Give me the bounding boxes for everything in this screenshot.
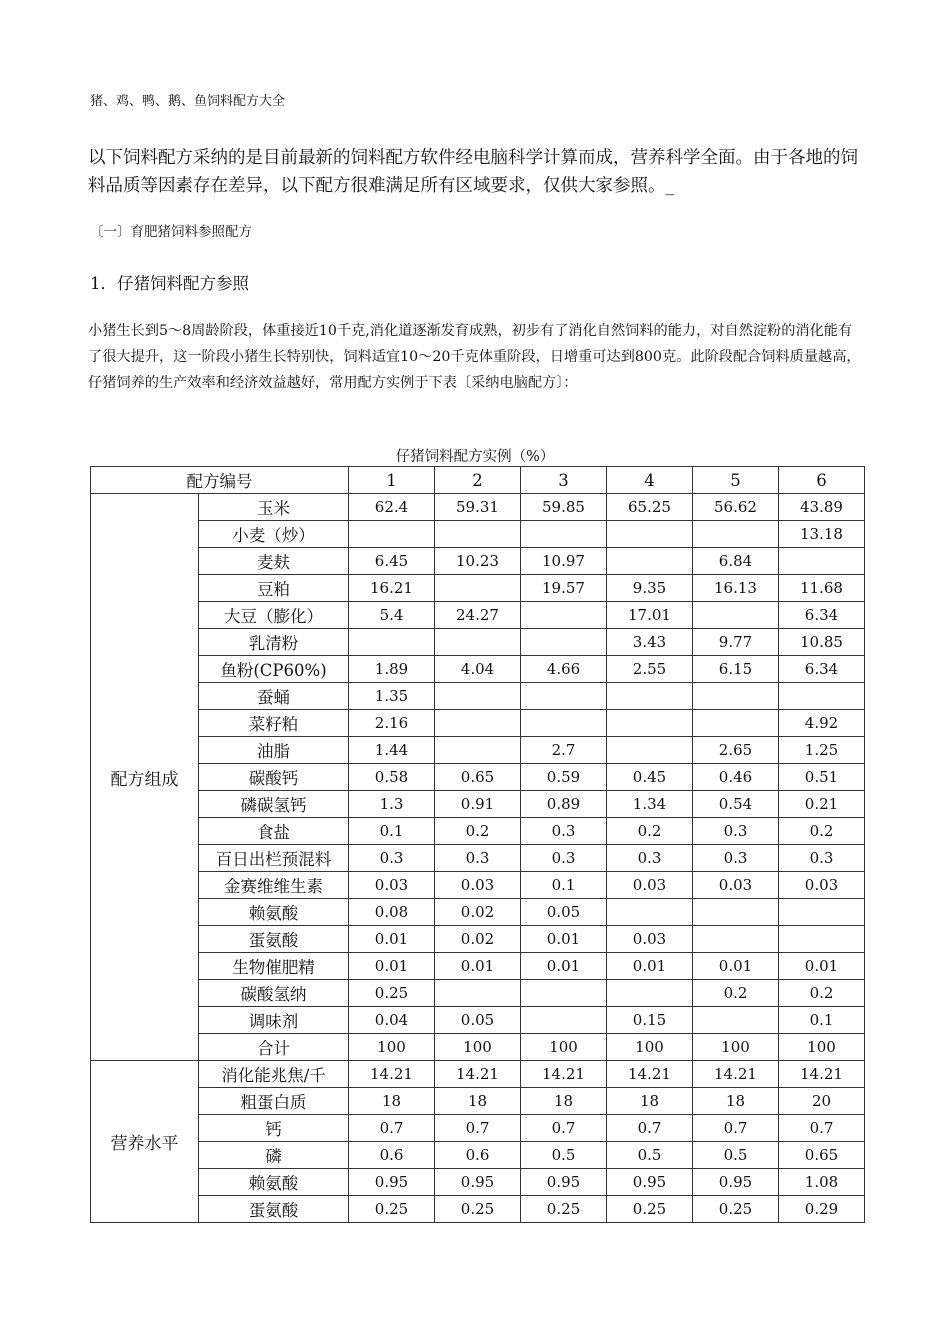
value-cell: 13.18	[779, 521, 865, 548]
value-cell: 16.21	[349, 575, 435, 602]
value-cell	[435, 575, 521, 602]
value-cell: 16.13	[693, 575, 779, 602]
value-cell: 56.62	[693, 494, 779, 521]
value-cell: 6.34	[779, 602, 865, 629]
value-cell: 1.3	[349, 791, 435, 818]
ingredient-name: 生物催肥精	[199, 953, 349, 980]
table-row	[91, 521, 865, 548]
value-cell: 14.21	[693, 1061, 779, 1088]
value-cell: 0.1	[521, 872, 607, 899]
value-cell: 0.3	[435, 845, 521, 872]
table-row	[91, 1142, 865, 1169]
value-cell: 24.27	[435, 602, 521, 629]
table-row	[91, 926, 865, 953]
section-heading: 〔一〕育肥猪饲料参照配方	[90, 224, 252, 240]
value-cell: 1.35	[349, 683, 435, 710]
ingredient-name: 钙	[199, 1115, 349, 1142]
column-number: 3	[521, 467, 607, 494]
value-cell	[521, 710, 607, 737]
value-cell	[607, 980, 693, 1007]
value-cell: 2.55	[607, 656, 693, 683]
ingredient-name: 玉米	[199, 494, 349, 521]
column-number: 6	[779, 467, 865, 494]
value-cell: 0.6	[349, 1142, 435, 1169]
table-row	[91, 764, 865, 791]
table-row	[91, 1196, 865, 1223]
value-cell: 0.02	[435, 926, 521, 953]
value-cell: 20	[779, 1088, 865, 1115]
ingredient-name: 合计	[199, 1034, 349, 1061]
value-cell: 0.95	[693, 1169, 779, 1196]
value-cell: 0.2	[693, 980, 779, 1007]
value-cell: 9.77	[693, 629, 779, 656]
value-cell: 100	[779, 1034, 865, 1061]
value-cell	[607, 737, 693, 764]
value-cell: 19.57	[521, 575, 607, 602]
value-cell: 18	[435, 1088, 521, 1115]
value-cell: 0.03	[349, 872, 435, 899]
value-cell	[607, 899, 693, 926]
ingredient-name: 赖氨酸	[199, 1169, 349, 1196]
value-cell: 6.34	[779, 656, 865, 683]
ingredient-name: 食盐	[199, 818, 349, 845]
value-cell: 0.59	[521, 764, 607, 791]
subsection-heading: 1．仔猪饲料配方参照	[90, 274, 249, 293]
value-cell: 0.54	[693, 791, 779, 818]
table-header-row	[91, 467, 865, 494]
value-cell: 0.65	[779, 1142, 865, 1169]
table-row	[91, 575, 865, 602]
value-cell: 14.21	[779, 1061, 865, 1088]
body-paragraph: 小猪生长到5～8周龄阶段，体重接近10千克,消化道逐渐发育成熟，初步有了消化自然饲料的能力，对自然淀粉的消化能有了很大提升，这一阶段小猪生长特别快，饲料适宜10～20千克体重阶段，日增重可达到800克。此阶段配合饲料质量越高，仔猪饲养的生产效率和经济效益越好，常用配方实例于下表〔采纳电脑配方〕：	[88, 323, 861, 391]
value-cell: 1.89	[349, 656, 435, 683]
table-row	[91, 548, 865, 575]
value-cell: 0.01	[521, 953, 607, 980]
table-row	[91, 1007, 865, 1034]
table-row	[91, 1088, 865, 1115]
value-cell: 0.29	[779, 1196, 865, 1223]
column-number: 5	[693, 467, 779, 494]
table-row	[91, 494, 865, 521]
value-cell	[693, 521, 779, 548]
group-label: 营养水平	[91, 1061, 199, 1223]
value-cell: 0.46	[693, 764, 779, 791]
value-cell: 17.01	[607, 602, 693, 629]
value-cell: 0.7	[521, 1115, 607, 1142]
value-cell: 6.15	[693, 656, 779, 683]
value-cell	[435, 737, 521, 764]
ingredient-name: 磷碳氢钙	[199, 791, 349, 818]
value-cell	[521, 629, 607, 656]
ingredient-name: 乳清粉	[199, 629, 349, 656]
value-cell: 4.04	[435, 656, 521, 683]
value-cell: 0.7	[693, 1115, 779, 1142]
value-cell	[435, 710, 521, 737]
value-cell: 100	[521, 1034, 607, 1061]
value-cell: 100	[435, 1034, 521, 1061]
value-cell: 14.21	[607, 1061, 693, 1088]
value-cell: 0.2	[435, 818, 521, 845]
table-row	[91, 629, 865, 656]
table-row	[91, 980, 865, 1007]
value-cell: 0.01	[693, 953, 779, 980]
ingredient-name: 豆粕	[199, 575, 349, 602]
value-cell: 100	[349, 1034, 435, 1061]
value-cell: 0.02	[435, 899, 521, 926]
value-cell: 0.25	[607, 1196, 693, 1223]
ingredient-name: 碳酸钙	[199, 764, 349, 791]
column-number: 1	[349, 467, 435, 494]
value-cell: 0.25	[349, 980, 435, 1007]
value-cell: 0.7	[779, 1115, 865, 1142]
value-cell	[521, 1007, 607, 1034]
value-cell: 0.91	[435, 791, 521, 818]
header-label: 配方编号	[91, 467, 349, 494]
value-cell: 10.85	[779, 629, 865, 656]
ingredient-name: 磷	[199, 1142, 349, 1169]
value-cell	[607, 548, 693, 575]
table-row	[91, 872, 865, 899]
value-cell: 0.05	[521, 899, 607, 926]
value-cell: 0.3	[521, 818, 607, 845]
value-cell: 0.01	[349, 953, 435, 980]
value-cell: 10.23	[435, 548, 521, 575]
value-cell: 4.66	[521, 656, 607, 683]
value-cell: 0.3	[693, 845, 779, 872]
column-number: 4	[607, 467, 693, 494]
feed-formula-table	[90, 466, 865, 1223]
value-cell	[693, 899, 779, 926]
table-row	[91, 818, 865, 845]
value-cell: 0.25	[349, 1196, 435, 1223]
column-number: 2	[435, 467, 521, 494]
value-cell: 1.08	[779, 1169, 865, 1196]
table-row	[91, 737, 865, 764]
value-cell: 100	[607, 1034, 693, 1061]
value-cell: 0.95	[349, 1169, 435, 1196]
value-cell	[435, 683, 521, 710]
value-cell: 0.58	[349, 764, 435, 791]
value-cell	[779, 899, 865, 926]
value-cell	[435, 521, 521, 548]
value-cell: 0.03	[607, 872, 693, 899]
table-row	[91, 602, 865, 629]
value-cell: 0.01	[779, 953, 865, 980]
table-row	[91, 1061, 865, 1088]
value-cell: 0.01	[607, 953, 693, 980]
value-cell: 3.43	[607, 629, 693, 656]
value-cell: 0.5	[693, 1142, 779, 1169]
ingredient-name: 油脂	[199, 737, 349, 764]
value-cell: 18	[349, 1088, 435, 1115]
value-cell: 0.25	[521, 1196, 607, 1223]
value-cell: 0.45	[607, 764, 693, 791]
value-cell: 0.65	[435, 764, 521, 791]
value-cell: 0.3	[521, 845, 607, 872]
value-cell: 0.03	[779, 872, 865, 899]
value-cell: 11.68	[779, 575, 865, 602]
ingredient-name: 消化能兆焦/千	[199, 1061, 349, 1088]
table-caption: 仔猪饲料配方实例（%）	[395, 449, 555, 465]
value-cell: 62.4	[349, 494, 435, 521]
value-cell: 0.01	[435, 953, 521, 980]
value-cell	[435, 980, 521, 1007]
ingredient-name: 大豆（膨化）	[199, 602, 349, 629]
document-title: 猪、鸡、鸭、鹅、鱼饲料配方大全	[90, 94, 286, 109]
value-cell	[349, 521, 435, 548]
ingredient-name: 调味剂	[199, 1007, 349, 1034]
ingredient-name: 粗蛋白质	[199, 1088, 349, 1115]
value-cell: 4.92	[779, 710, 865, 737]
value-cell: 0.3	[349, 845, 435, 872]
ingredient-name: 金赛维维生素	[199, 872, 349, 899]
value-cell: 0.2	[779, 818, 865, 845]
value-cell: 1.44	[349, 737, 435, 764]
value-cell: 10.97	[521, 548, 607, 575]
value-cell: 0.1	[779, 1007, 865, 1034]
table-row	[91, 683, 865, 710]
value-cell	[693, 926, 779, 953]
value-cell: 59.85	[521, 494, 607, 521]
table-row	[91, 656, 865, 683]
value-cell	[779, 683, 865, 710]
value-cell: 0.04	[349, 1007, 435, 1034]
value-cell: 0.01	[349, 926, 435, 953]
value-cell	[693, 683, 779, 710]
value-cell: 0.03	[435, 872, 521, 899]
value-cell	[349, 629, 435, 656]
value-cell: 59.31	[435, 494, 521, 521]
value-cell	[521, 683, 607, 710]
value-cell: 0.15	[607, 1007, 693, 1034]
value-cell: 65.25	[607, 494, 693, 521]
value-cell: 100	[693, 1034, 779, 1061]
value-cell	[607, 710, 693, 737]
value-cell: 1.25	[779, 737, 865, 764]
value-cell: 14.21	[349, 1061, 435, 1088]
value-cell: 0.3	[779, 845, 865, 872]
ingredient-name: 麦麸	[199, 548, 349, 575]
value-cell: 0.7	[349, 1115, 435, 1142]
value-cell: 2.65	[693, 737, 779, 764]
value-cell: 0.95	[435, 1169, 521, 1196]
value-cell: 0.1	[349, 818, 435, 845]
table-row	[91, 1034, 865, 1061]
value-cell	[693, 602, 779, 629]
value-cell	[693, 1007, 779, 1034]
value-cell: 0.5	[607, 1142, 693, 1169]
value-cell: 5.4	[349, 602, 435, 629]
table-row	[91, 1115, 865, 1142]
value-cell: 0.01	[521, 926, 607, 953]
ingredient-name: 蛋氨酸	[199, 1196, 349, 1223]
ingredient-name: 小麦（炒）	[199, 521, 349, 548]
value-cell: 6.84	[693, 548, 779, 575]
intro-paragraph: 以下饲料配方采纳的是目前最新的饲料配方软件经电脑科学计算而成，营养科学全面。由于各地的饲料品质等因素存在差异，以下配方很难满足所有区域要求，仅供大家参照。_	[88, 148, 858, 196]
value-cell	[779, 548, 865, 575]
value-cell: 0.7	[607, 1115, 693, 1142]
value-cell	[521, 980, 607, 1007]
value-cell	[521, 521, 607, 548]
value-cell	[607, 683, 693, 710]
group-label: 配方组成	[91, 494, 199, 1061]
ingredient-name: 菜籽粕	[199, 710, 349, 737]
table-row	[91, 710, 865, 737]
value-cell: 6.45	[349, 548, 435, 575]
value-cell: 2.16	[349, 710, 435, 737]
value-cell: 0.89	[521, 791, 607, 818]
value-cell: 18	[521, 1088, 607, 1115]
table-row	[91, 1169, 865, 1196]
value-cell: 1.34	[607, 791, 693, 818]
value-cell	[779, 926, 865, 953]
value-cell: 0.2	[607, 818, 693, 845]
value-cell: 14.21	[435, 1061, 521, 1088]
table-row	[91, 953, 865, 980]
table-row	[91, 791, 865, 818]
value-cell: 2.7	[521, 737, 607, 764]
value-cell	[521, 602, 607, 629]
value-cell: 0.3	[693, 818, 779, 845]
value-cell	[693, 710, 779, 737]
value-cell: 0.21	[779, 791, 865, 818]
value-cell: 0.51	[779, 764, 865, 791]
table-row	[91, 845, 865, 872]
value-cell: 0.08	[349, 899, 435, 926]
value-cell: 0.3	[607, 845, 693, 872]
ingredient-name: 碳酸氢纳	[199, 980, 349, 1007]
value-cell: 18	[607, 1088, 693, 1115]
value-cell: 0.95	[607, 1169, 693, 1196]
value-cell	[607, 521, 693, 548]
value-cell: 18	[693, 1088, 779, 1115]
value-cell: 0.6	[435, 1142, 521, 1169]
value-cell: 0.95	[521, 1169, 607, 1196]
ingredient-name: 赖氨酸	[199, 899, 349, 926]
value-cell: 43.89	[779, 494, 865, 521]
ingredient-name: 蚕蛹	[199, 683, 349, 710]
value-cell: 0.03	[607, 926, 693, 953]
value-cell: 0.05	[435, 1007, 521, 1034]
table-row	[91, 899, 865, 926]
value-cell: 0.5	[521, 1142, 607, 1169]
value-cell: 0.25	[693, 1196, 779, 1223]
value-cell: 9.35	[607, 575, 693, 602]
value-cell	[435, 629, 521, 656]
ingredient-name: 蛋氨酸	[199, 926, 349, 953]
ingredient-name: 鱼粉(CP60%)	[199, 656, 349, 683]
value-cell: 0.03	[693, 872, 779, 899]
ingredient-name: 百日出栏预混料	[199, 845, 349, 872]
value-cell: 0.25	[435, 1196, 521, 1223]
value-cell: 0.7	[435, 1115, 521, 1142]
value-cell: 0.2	[779, 980, 865, 1007]
value-cell: 14.21	[521, 1061, 607, 1088]
